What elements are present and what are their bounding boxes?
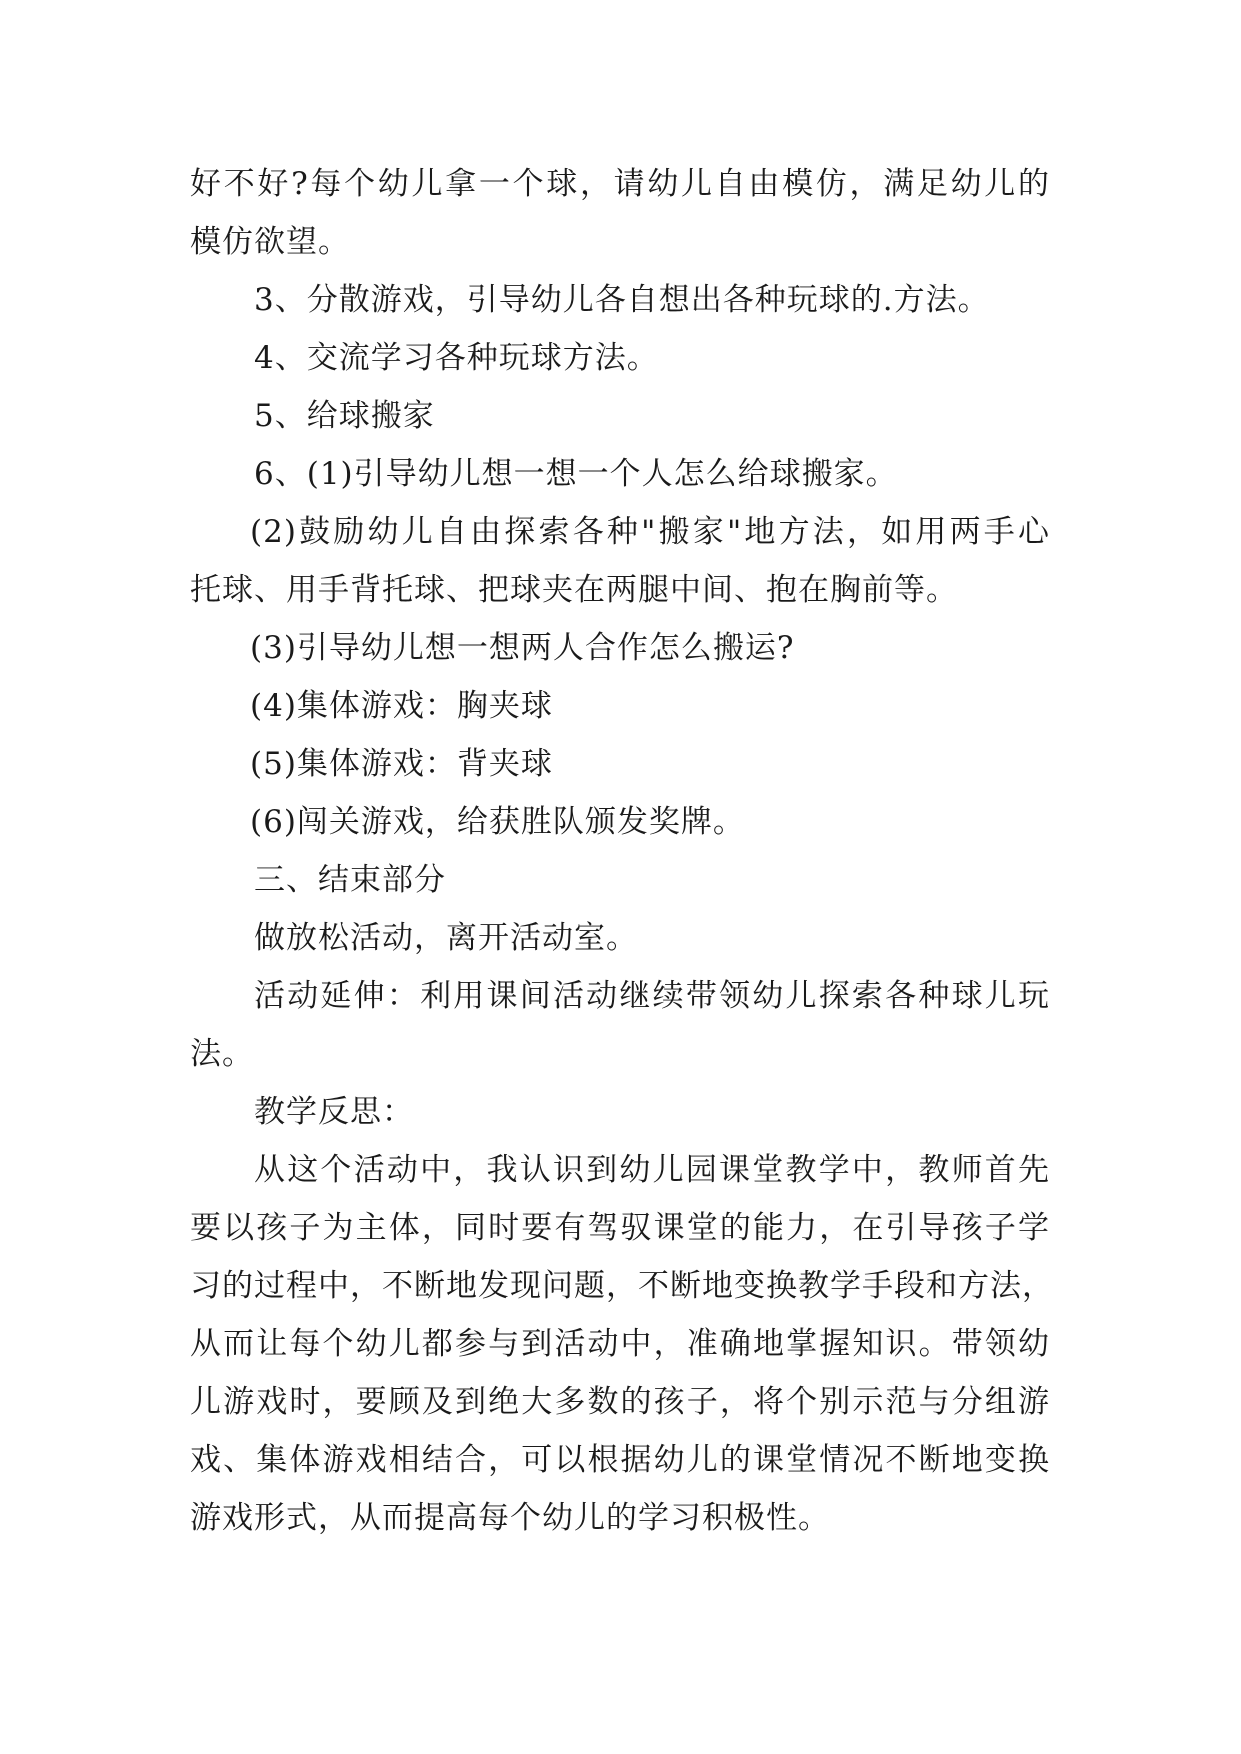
section-heading: 三、结束部分 <box>254 862 446 898</box>
paragraph-line: 戏、集体游戏相结合，可以根据幼儿的课堂情况不断地变换 <box>190 1442 1050 1478</box>
paragraph-line: 好不好?每个幼儿拿一个球，请幼儿自由模仿，满足幼儿的 <box>190 166 1050 202</box>
paragraph-line: 习的过程中，不断地发现问题，不断地变换教学手段和方法， <box>190 1268 1054 1304</box>
paragraph-line: 模仿欲望。 <box>190 224 350 260</box>
paragraph-line: 游戏形式，从而提高每个幼儿的学习积极性。 <box>190 1500 830 1536</box>
paragraph-line: 托球、用手背托球、把球夹在两腿中间、抱在胸前等。 <box>190 572 958 608</box>
section-heading: 教学反思： <box>254 1094 414 1130</box>
paragraph-line: 要以孩子为主体，同时要有驾驭课堂的能力，在引导孩子学 <box>190 1210 1050 1246</box>
paragraph-line: 活动延伸：利用课间活动继续带领幼儿探索各种球儿玩 <box>254 978 1050 1014</box>
paragraph-line: (2)鼓励幼儿自由探索各种"搬家"地方法，如用两手心 <box>250 514 1050 550</box>
paragraph-line: 从而让每个幼儿都参与到活动中，准确地掌握知识。带领幼 <box>190 1326 1050 1362</box>
paragraph-line: 3、分散游戏，引导幼儿各自想出各种玩球的.方法。 <box>254 282 990 318</box>
paragraph-line: 做放松活动，离开活动室。 <box>254 920 638 956</box>
paragraph-line: 法。 <box>190 1036 254 1072</box>
paragraph-line: 5、给球搬家 <box>254 398 435 434</box>
paragraph-line: 从这个活动中，我认识到幼儿园课堂教学中，教师首先 <box>254 1152 1050 1188</box>
paragraph-line: 儿游戏时，要顾及到绝大多数的孩子，将个别示范与分组游 <box>190 1384 1050 1420</box>
paragraph-line: 4、交流学习各种玩球方法。 <box>254 340 659 376</box>
document-body <box>190 155 1054 1547</box>
paragraph-line: 6、(1)引导幼儿想一想一个人怎么给球搬家。 <box>254 456 898 492</box>
paragraph-line: (6)闯关游戏，给获胜队颁发奖牌。 <box>250 804 745 840</box>
paragraph-line: (5)集体游戏：背夹球 <box>250 746 553 782</box>
paragraph-line: (3)引导幼儿想一想两人合作怎么搬运? <box>250 630 795 666</box>
paragraph-line: (4)集体游戏：胸夹球 <box>250 688 553 724</box>
